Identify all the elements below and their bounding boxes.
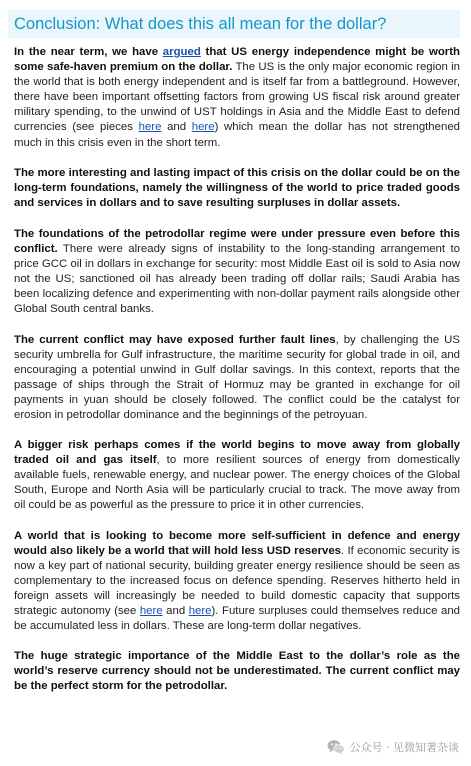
argued-link[interactable]: argued	[162, 46, 201, 58]
paragraph-lead: A world that is looking to become more self-sufficient in defence and energy would also likely be a world that will hold less USD reserves	[14, 529, 460, 557]
paragraph-text: The US is the only major economic region in the world that is both energy independent and is itself far from a battleground. However, there have been important offsetting factors from growing US fiscal risk around greater military spending, to the unwind of UST holdings in Asia and the Middle East to defend currencies (see pieces	[14, 61, 460, 134]
here-link-3[interactable]: here	[139, 605, 163, 617]
paragraph-bigger-risk	[14, 438, 460, 513]
paragraph-lead: The current conflict may have exposed further fault lines	[14, 333, 336, 346]
lead-text: that US energy independence might be worth some safe-haven premium on the dollar.	[14, 46, 460, 74]
paragraph-self-sufficient-world	[14, 529, 460, 635]
paragraph-text: and	[162, 605, 189, 617]
paragraph-near-term	[14, 45, 460, 151]
paragraph-text: , by challenging the US security umbrella for Gulf infrastructure, the maritime security for global trade in oil, and encouraging a potential unwind in Gulf dollar savings. In this context, reports that the passage of ships through the Strait of Hormuz may be granted in exchange for oil payments in yuan should be closely followed. The conflict could be the catalyst for erosion in petrodollar dominance and the beginnings of the petroyuan.	[14, 333, 460, 421]
here-link-4[interactable]: here	[188, 605, 212, 617]
wechat-icon	[327, 739, 345, 755]
paragraph-strategic-importance	[14, 649, 460, 694]
here-link-1[interactable]: here	[138, 121, 162, 134]
paragraph-petrodollar-regime	[14, 227, 460, 318]
document-body	[14, 45, 460, 709]
paragraph-text: ). Future surpluses could themselves reduce and be accumulated less in dollars. These are long-term dollar negatives.	[14, 605, 460, 633]
lead-text: In the near term, we have	[14, 46, 163, 58]
paragraph-text: . If economic security is now a key part of national security, building greater energy resilience should be seen as complementary to the increased focus on defence spending. Reserves hitherto held in foreign assets will increasingly be needed to build domestic capacity that supports strategic autonomy (see	[14, 544, 461, 617]
paragraph-text: , to more resilient sources of energy from domestically available fuels, renewable energy, and nuclear power. The energy choices of the Global South, Europe and North Asia will be particularly crucial to track. The move away from oil could be as powerful as the pressure to price it in other currencies.	[14, 454, 460, 512]
paragraph-text: There were already signs of instability to the long-standing arrangement to price GCC oil in dollars in exchange for security: most Middle East oil is sold to Asia now not the US; sanctioned oil has already been trading off dollar rails; Saudi Arabia has been localizing defence and experimenting with non-dollar payment rails alongside other Global South central banks.	[14, 243, 460, 316]
section-heading: Conclusion: What does this all mean for the dollar?	[14, 15, 387, 33]
paragraph-lead: The more interesting and lasting impact of this crisis on the dollar could be on the long-term foundations, namely the willingness of the world to price traded goods and services in dollars and to save resulting surpluses in dollar assets.	[14, 166, 460, 209]
watermark-text: 公众号 · 见微知著杂谈	[349, 741, 459, 754]
paragraph-long-term-foundations	[14, 166, 460, 211]
here-link-2[interactable]: here	[191, 121, 215, 134]
paragraph-fault-lines	[14, 333, 460, 424]
paragraph-lead: The foundations of the petrodollar regime were under pressure even before this conflict.	[14, 227, 460, 256]
paragraph-lead: The huge strategic importance of the Middle East to the dollar’s role as the world’s reserve currency should not be underestimated. The current conflict may be the perfect storm for the petrodollar.	[14, 650, 460, 693]
paragraph-text: ) which mean the dollar has not strengthened much in this crisis even in the short term.	[14, 121, 460, 149]
paragraph-text: and	[161, 121, 192, 134]
paragraph-lead: A bigger risk perhaps comes if the world begins to move away from globally traded oil and gas itself	[14, 439, 460, 467]
wechat-watermark	[327, 737, 460, 757]
